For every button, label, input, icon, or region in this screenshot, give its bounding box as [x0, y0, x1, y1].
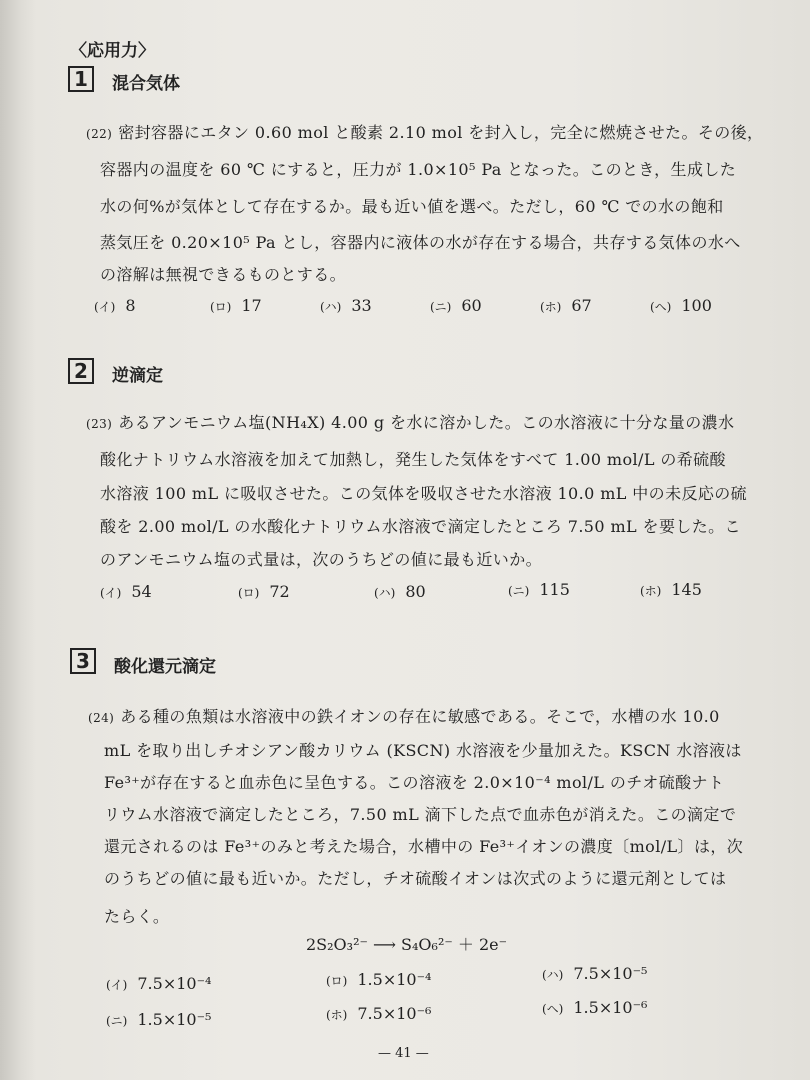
q22-line-5: の溶解は無視できるものとする。: [100, 265, 347, 284]
section-1-title: 混合気体: [112, 74, 180, 94]
thiosulfate-equation: 2S₂O₃²⁻ ⟶ S₄O₆²⁻ ＋ 2e⁻: [306, 935, 508, 954]
q22-line-3: 水の何%が気体として存在するか。最も近い値を選べ。ただし，60 ℃ での水の飽和: [100, 197, 724, 216]
q22-line-1: (22) 密封容器にエタン 0.60 mol と酸素 2.10 mol を封入し，完全に燃焼させた。その後，: [86, 123, 764, 142]
q22-number: (22): [86, 127, 113, 141]
q23-line-5: のアンモニウム塩の式量は，次のうちどの値に最も近いか。: [100, 550, 543, 569]
q22-line-2: 容器内の温度を 60 ℃ にすると，圧力が 1.0×10⁵ Pa となった。このとき，生成した: [100, 160, 737, 179]
q22-choice-ni: (ニ) 60: [430, 296, 482, 315]
q24-line-6: のうちどの値に最も近いか。ただし，チオ硫酸イオンは次式のように還元剤としては: [104, 869, 727, 888]
q23-choice-ho: (ホ) 145: [640, 580, 702, 599]
q23-number: (23): [86, 417, 113, 431]
q24-line-2: mL を取り出しチオシアン酸カリウム (KSCN) 水溶液を少量加えた。KSCN 水溶液は: [104, 741, 742, 760]
q24-number: (24): [88, 711, 115, 725]
q24-line-3: Fe³⁺が存在すると血赤色に呈色する。この溶液を 2.0×10⁻⁴ mol/L のチオ硫酸ナト: [104, 773, 725, 792]
q24-choice-ro: (ロ) 1.5×10⁻⁴: [326, 970, 432, 989]
q24-choice-ho: (ホ) 7.5×10⁻⁶: [326, 1004, 432, 1023]
q22-choice-i: (イ) 8: [94, 296, 136, 315]
q23-line-3: 水溶液 100 mL に吸収させた。この気体を吸収させた水溶液 10.0 mL 中の未反応の硫: [100, 484, 748, 503]
q23-line-2: 酸化ナトリウム水溶液を加えて加熱し，発生した気体をすべて 1.00 mol/L の希硫酸: [100, 450, 726, 469]
q24-line-4: リウム水溶液で滴定したところ，7.50 mL 滴下した点で血赤色が消えた。この滴定で: [104, 805, 737, 824]
q24-choice-he: (ヘ) 1.5×10⁻⁶: [542, 998, 648, 1017]
q23-choice-ni: (ニ) 115: [508, 580, 570, 599]
q22-choice-ho: (ホ) 67: [540, 296, 592, 315]
q24-choice-ni: (ニ) 1.5×10⁻⁵: [106, 1010, 212, 1029]
q22-choice-ro: (ロ) 17: [210, 296, 262, 315]
q23-choice-ha: (ハ) 80: [374, 582, 426, 601]
q23-choice-ro: (ロ) 72: [238, 582, 290, 601]
q23-choice-i: (イ) 54: [100, 582, 152, 601]
q22-line-4: 蒸気圧を 0.20×10⁵ Pa とし，容器内に液体の水が存在する場合，共存する気体の水へ: [100, 233, 741, 252]
q22-choice-ha: (ハ) 33: [320, 296, 372, 315]
q22-choice-he: (ヘ) 100: [650, 296, 712, 315]
page-number: — 41 —: [378, 1046, 429, 1061]
section-2-title: 逆滴定: [112, 366, 163, 386]
q24-line-7: たらく。: [104, 907, 170, 926]
section-3-number: 3: [70, 648, 96, 674]
section-2-number: 2: [68, 358, 94, 384]
q24-choice-i: (イ) 7.5×10⁻⁴: [106, 974, 212, 993]
q24-line-1: (24) ある種の魚類は水溶液中の鉄イオンの存在に敏感である。そこで，水槽の水 10.0: [88, 707, 720, 726]
q23-line-4: 酸を 2.00 mol/L の水酸化ナトリウム水溶液で滴定したところ 7.50 mL を要した。こ: [100, 517, 741, 536]
q24-choice-ha: (ハ) 7.5×10⁻⁵: [542, 964, 648, 983]
section-1-number: 1: [68, 66, 94, 92]
q23-line-1: (23) あるアンモニウム塩(NH₄X) 4.00 g を水に溶かした。この水溶液に十分な量の濃水: [86, 413, 735, 432]
section-header: 〈応用力〉: [70, 41, 155, 61]
page-gutter: [0, 0, 36, 1080]
q24-line-5: 還元されるのは Fe³⁺のみと考えた場合，水槽中の Fe³⁺イオンの濃度〔mol/L〕は，次: [104, 837, 744, 856]
section-3-title: 酸化還元滴定: [114, 657, 216, 677]
